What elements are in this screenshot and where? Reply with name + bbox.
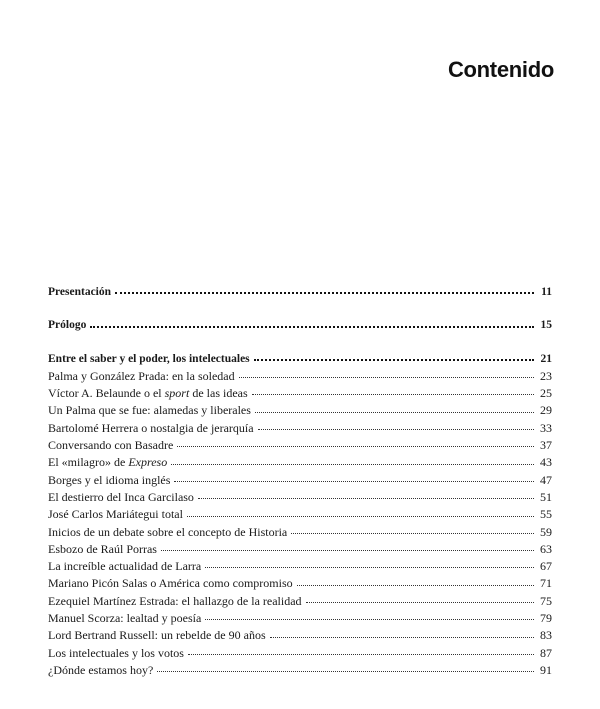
toc-entry [48, 420, 552, 437]
toc-entry [48, 627, 552, 644]
toc-entry-page: 59 [540, 524, 552, 539]
toc-entry-title: Borges y el idioma inglés [48, 472, 171, 487]
toc-entry-title: Inicios de un debate sobre el concepto de Historia [48, 524, 288, 539]
dot-leader [255, 412, 534, 413]
toc-entry [48, 541, 552, 558]
toc-entry [48, 472, 552, 489]
table-of-contents [48, 284, 552, 679]
toc-entry [48, 524, 552, 541]
toc-entry [48, 317, 552, 334]
dot-leader [198, 498, 534, 499]
dot-leader [157, 671, 534, 672]
toc-entry [48, 506, 552, 523]
toc-entry-title: Los intelectuales y los votos [48, 645, 184, 660]
dot-leader [171, 464, 534, 465]
toc-entry-page: 63 [540, 541, 552, 556]
toc-entry [48, 368, 552, 385]
toc-entry-title: Mariano Picón Salas o América como compromiso [48, 576, 293, 591]
toc-entry-title: Presentación [48, 286, 112, 298]
toc-entry-title: Conversando con Basadre [48, 438, 174, 453]
toc-entry-title: Lord Bertrand Russell: un rebelde de 90 años [48, 628, 266, 643]
dot-leader [291, 533, 534, 534]
toc-entry-page: 15 [540, 319, 552, 332]
toc-entry-page: 51 [540, 489, 552, 504]
toc-entry-page: 29 [540, 403, 552, 418]
toc-entry-title: Entre el saber y el poder, los intelectuales [48, 352, 250, 365]
toc-entry-page: 79 [540, 611, 552, 626]
contents-heading: Contenido [447, 57, 554, 82]
toc-entry-page: 47 [540, 472, 552, 487]
toc-entry [48, 610, 552, 627]
dot-leader [115, 292, 534, 294]
toc-entry-page: 43 [540, 455, 552, 470]
dot-leader [306, 602, 534, 603]
toc-entry [48, 454, 552, 471]
dot-leader [188, 654, 534, 655]
toc-entry [48, 489, 552, 506]
dot-leader [205, 619, 534, 620]
toc-entry-page: 21 [540, 352, 552, 365]
dot-leader [270, 637, 534, 638]
toc-entry-page: 23 [540, 368, 552, 383]
toc-entry-page: 11 [541, 286, 552, 298]
toc-entry-title: El «milagro» de Expreso [48, 455, 168, 470]
toc-entry [48, 575, 552, 592]
toc-entry [48, 437, 552, 454]
toc-entry [48, 284, 552, 301]
dot-leader [90, 326, 534, 328]
toc-entry-page: 71 [540, 576, 552, 591]
toc-entry-page: 83 [540, 628, 552, 643]
toc-entry-title: Prólogo [48, 319, 87, 332]
toc-entry-page: 37 [540, 438, 552, 453]
toc-entry [48, 558, 552, 575]
toc-entry-title: Esbozo de Raúl Porras [48, 541, 157, 556]
toc-entry-page: 55 [540, 507, 552, 522]
toc-entry [48, 385, 552, 402]
toc-entry-page: 67 [540, 559, 552, 574]
dot-leader [205, 567, 534, 568]
toc-entry-page: 75 [540, 593, 552, 608]
toc-entry-page: 33 [540, 420, 552, 435]
toc-entry [48, 351, 552, 368]
toc-entry-page: 87 [540, 645, 552, 660]
toc-entry [48, 662, 552, 679]
dot-leader [187, 516, 534, 517]
dot-leader [258, 429, 534, 430]
dot-leader [161, 550, 534, 551]
toc-entry-title: Víctor A. Belaunde o el sport de las ideas [48, 386, 248, 401]
dot-leader [252, 394, 534, 395]
dot-leader [297, 585, 534, 586]
dot-leader [254, 359, 534, 361]
toc-entry-page: 91 [540, 662, 552, 677]
toc-entry [48, 593, 552, 610]
toc-entry-title: José Carlos Mariátegui total [48, 507, 183, 522]
dot-leader [239, 377, 534, 378]
toc-entry-title: Palma y González Prada: en la soledad [48, 368, 235, 383]
toc-entry-title: Bartolomé Herrera o nostalgia de jerarquía [48, 420, 254, 435]
toc-entry [48, 402, 552, 419]
toc-entry-title: ¿Dónde estamos hoy? [48, 662, 154, 677]
dot-leader [177, 446, 534, 447]
toc-entry-title: Ezequiel Martínez Estrada: el hallazgo de la realidad [48, 593, 302, 608]
toc-entry-title: Manuel Scorza: lealtad y poesía [48, 611, 202, 626]
toc-entry-title: Un Palma que se fue: alamedas y liberales [48, 403, 251, 418]
toc-entry-title: El destierro del Inca Garcilaso [48, 489, 194, 504]
toc-entry [48, 645, 552, 662]
toc-entry-title: La increíble actualidad de Larra [48, 559, 202, 574]
toc-entry-page: 25 [540, 386, 552, 401]
dot-leader [174, 481, 534, 482]
